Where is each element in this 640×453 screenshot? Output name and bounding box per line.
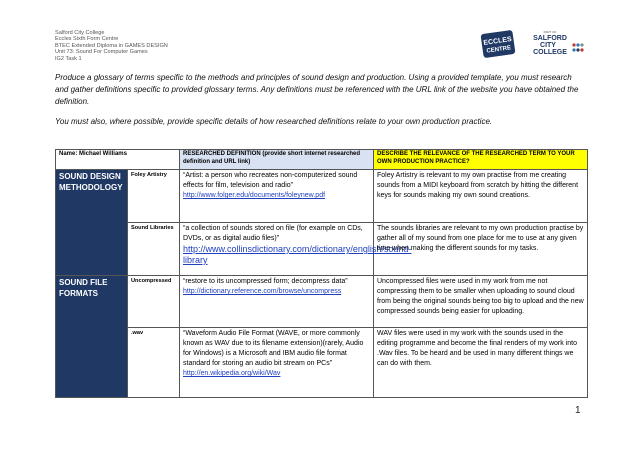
term-uncompressed: Uncompressed bbox=[128, 276, 180, 328]
definition-text: “Waveform Audio File Format (WAVE, or more commonly known as WAV due to its filename extension)(rarely, Audio for Windows) is a Microsoft and IBM audio file format standard for storing an audio bit stream on PCs” bbox=[183, 330, 364, 367]
header-line-centre: Eccles Sixth Form Centre bbox=[55, 36, 119, 43]
definition-text: “restore to its uncompressed form; decompress data” bbox=[183, 278, 348, 285]
table-row bbox=[56, 223, 588, 276]
glossary-table bbox=[55, 149, 588, 398]
header-line-course: BTEC Extended Diploma in GAMES DESIGN bbox=[55, 42, 168, 49]
header-line-task: IG2 Task 1 bbox=[55, 55, 82, 62]
instructions-paragraph-2: You must also, where possible, provide specific details of how researched definitions relate to your own production practice. bbox=[55, 117, 493, 126]
salford-city-college-logo bbox=[533, 30, 584, 56]
relevance-cell: Foley Artistry is relevant to my own practise from me creating sounds from a MIDI keyboard from scratch by hitting the different keys for sounds making my own sound creations. bbox=[374, 170, 588, 223]
definition-text: “Artist: a person who recreates non-computerized sound effects for film, television and radio” bbox=[183, 172, 358, 189]
eccles-centre-logo bbox=[480, 30, 515, 58]
city-text: CITY bbox=[540, 42, 556, 49]
header-line-unit: Unit 73: Sound For Computer Games bbox=[55, 49, 148, 56]
eccles-logo-text: ECCLES bbox=[483, 36, 513, 47]
relevance-cell: The sounds libraries are relevant to my own production practise by gather all of my sound from one place for me to use at any given time when making the different sounds for my tasks. bbox=[374, 223, 588, 276]
table-row bbox=[56, 276, 588, 328]
definition-cell bbox=[180, 328, 374, 398]
part-of-text: PART OF bbox=[543, 30, 557, 34]
table-row bbox=[56, 170, 588, 223]
document-header bbox=[55, 30, 168, 62]
definition-url-link[interactable]: http://en.wikipedia.org/wiki/Wav bbox=[183, 370, 281, 377]
instructions bbox=[55, 72, 587, 136]
term-sound-libraries: Sound Libraries bbox=[128, 223, 180, 276]
college-logos bbox=[470, 28, 588, 60]
term-wav: .wav bbox=[128, 328, 180, 398]
table-header-row bbox=[56, 150, 588, 170]
category-sound-design-methodology: SOUND DESIGN METHODOLOGY bbox=[56, 170, 128, 276]
definition-text: “a collection of sounds stored on file (for example on CDs, DVDs, or as digital audio files)” bbox=[183, 225, 363, 242]
student-name-cell: Name: Michael Williams bbox=[56, 150, 180, 170]
definition-url-link[interactable]: http://www.folger.edu/documents/foleynew.pdf bbox=[183, 192, 326, 199]
researched-definition-header: RESEARCHED DEFINITION (provide short internet researched definition and URL link) bbox=[180, 150, 374, 170]
definition-cell bbox=[180, 276, 374, 328]
page-number: 1 bbox=[575, 405, 581, 416]
relevance-cell: WAV files were used in my work with the sounds used in the editing programme and become the final renders of my work into .Wav files. To be heard and be used in many different things we can do with them. bbox=[374, 328, 588, 398]
definition-cell bbox=[180, 223, 412, 276]
instructions-paragraph-1: Produce a glossary of terms specific to the methods and principles of sound design and production. Using a provided template, you must research and gather definitions specific to provided glossary terms. Any definitions must be referenced with the URL link of the website you have obtained the definition. bbox=[55, 73, 579, 106]
table-row bbox=[56, 328, 588, 398]
relevance-header: DESCRIBE THE RELEVANCE OF THE RESEARCHED TERM TO YOUR OWN PRODUCTION PRACTICE? bbox=[374, 150, 588, 170]
relevance-cell: Uncompressed files were used in my work from me not compressing them to be smaller when uploading to sound cloud from being the original sounds being too big to upload and the new compressed sounds being easier for uploading. bbox=[374, 276, 588, 328]
header-line-college: Salford City College bbox=[55, 30, 105, 36]
college-text: COLLEGE bbox=[533, 49, 567, 56]
definition-cell bbox=[180, 170, 374, 223]
definition-url-link[interactable]: http://www.collinsdictionary.com/dictionary/english/sound-library bbox=[183, 244, 412, 265]
definition-url-link[interactable]: http://dictionary.reference.com/browse/uncompress bbox=[183, 288, 342, 295]
category-sound-file-formats: SOUND FILE FORMATS bbox=[56, 276, 128, 398]
salford-dots-icon bbox=[572, 43, 583, 51]
salford-text: SALFORD bbox=[533, 35, 567, 42]
term-foley-artistry: Foley Artistry bbox=[128, 170, 180, 223]
centre-logo-text: CENTRE bbox=[486, 45, 512, 55]
